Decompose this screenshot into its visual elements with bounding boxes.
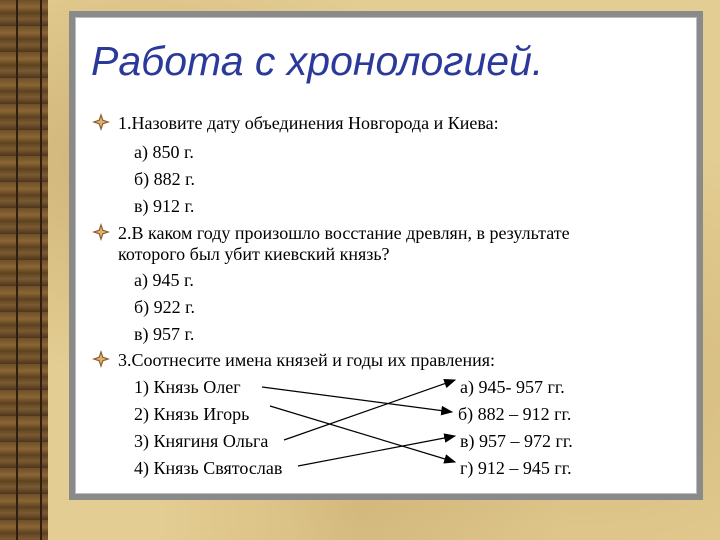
question-1-option-b: б) 882 г. [134,169,196,189]
question-1-text: 1.Назовите дату объединения Новгорода и Киева: [118,113,499,133]
question-2-text-line2: которого был убит киевский князь? [118,244,390,264]
arrow-prince-4 [298,436,455,466]
slide-title: Работа с хронологией. [91,38,544,84]
prince-4: 4) Князь Святослав [134,458,283,478]
years-c: в) 957 – 972 гг. [460,431,573,451]
years-d: г) 912 – 945 гг. [460,458,572,478]
arrow-prince-3 [284,380,455,440]
question-2-option-a: а) 945 г. [134,270,194,290]
years-a: а) 945- 957 гг. [460,377,565,397]
question-2-text-line1: 2.В каком году произошло восстание древлян, в результате [118,223,570,243]
question-1-option-a: а) 850 г. [134,142,194,162]
years-b: б) 882 – 912 гг. [458,404,572,424]
prince-3: 3) Княгиня Ольга [134,431,269,451]
prince-1: 1) Князь Олег [134,377,241,397]
question-3-text: 3.Соотнесите имена князей и годы их правления: [118,350,496,370]
question-1-option-c: в) 912 г. [134,196,195,216]
question-2-option-b: б) 922 г. [134,297,196,317]
prince-2: 2) Князь Игорь [134,404,250,424]
question-2-option-c: в) 957 г. [134,324,195,344]
